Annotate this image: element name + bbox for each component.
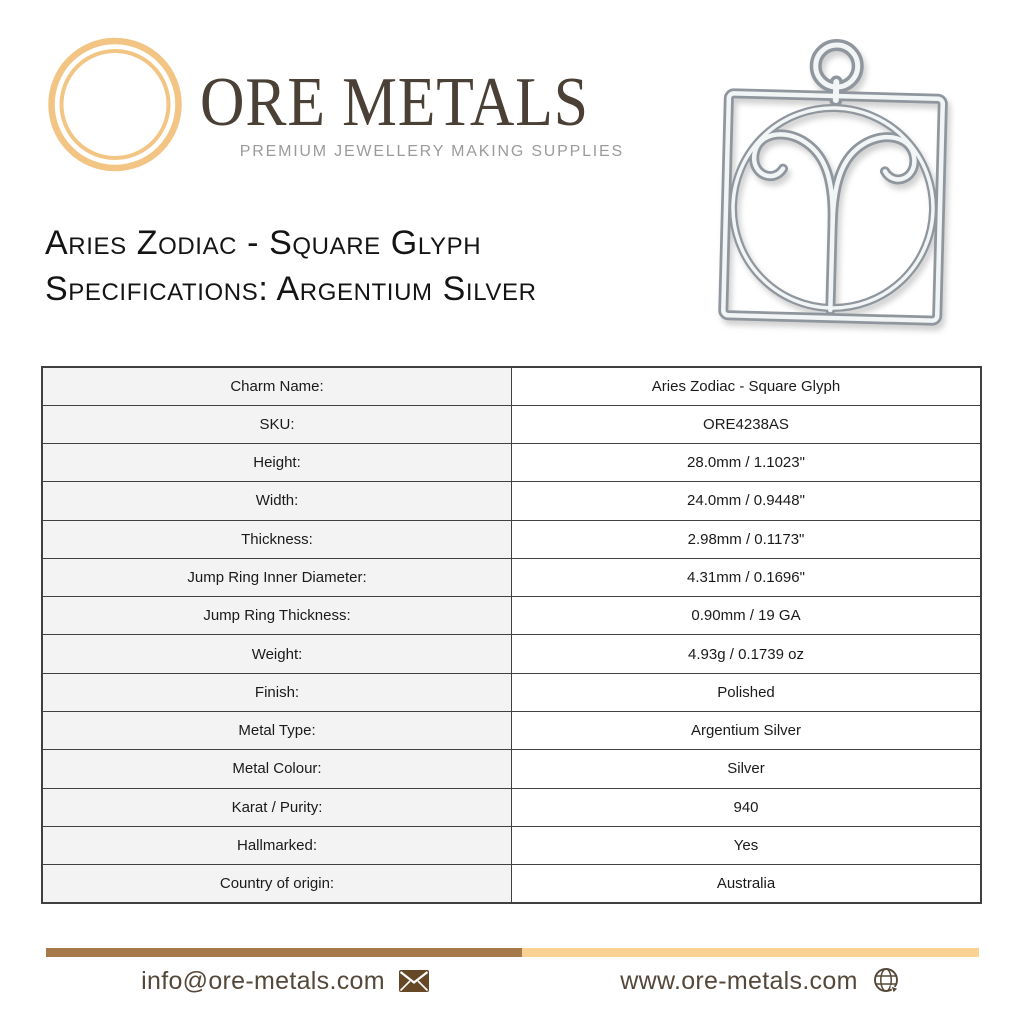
spec-label-cell: Metal Type: (42, 712, 512, 750)
spec-value-cell: Australia (512, 865, 982, 903)
website-text: www.ore-metals.com (620, 966, 858, 995)
spec-label-cell: Metal Colour: (42, 750, 512, 788)
page-title-line1: Aries Zodiac - Square Glyph (45, 224, 482, 262)
brand-block (200, 64, 624, 162)
table-row (42, 444, 981, 482)
table-row (42, 750, 981, 788)
spec-label-cell: Charm Name: (42, 367, 512, 405)
spec-value-cell: Silver (512, 750, 982, 788)
logo-ring-icon (47, 36, 183, 173)
table-row (42, 673, 981, 711)
spec-label-cell: Karat / Purity: (42, 788, 512, 826)
brand-tagline: PREMIUM JEWELLERY MAKING SUPPLIES (239, 143, 624, 160)
spec-value-cell: 0.90mm / 19 GA (512, 597, 982, 635)
footer-divider (46, 948, 979, 957)
table-row (42, 558, 981, 596)
divider-gold-segment (522, 948, 979, 957)
email-link[interactable] (130, 962, 440, 1000)
spec-value-cell: 940 (512, 788, 982, 826)
spec-label-cell: Thickness: (42, 520, 512, 558)
spec-label-cell: Weight: (42, 635, 512, 673)
page-title-line2: Specifications: Argentium Silver (45, 270, 537, 308)
website-link[interactable] (605, 962, 915, 1000)
table-row (42, 635, 981, 673)
spec-label-cell: Width: (42, 482, 512, 520)
spec-label-cell: Hallmarked: (42, 826, 512, 864)
brand-name: ORE METALS (200, 64, 589, 141)
spec-label-cell: SKU: (42, 405, 512, 443)
table-row (42, 405, 981, 443)
divider-brown-segment (46, 948, 522, 957)
aries-charm-image (693, 18, 955, 330)
spec-value-cell: 4.93g / 0.1739 oz (512, 635, 982, 673)
spec-label-cell: Height: (42, 444, 512, 482)
spec-value-cell: ORE4238AS (512, 405, 982, 443)
spec-label-cell: Jump Ring Inner Diameter: (42, 558, 512, 596)
spec-value-cell: Aries Zodiac - Square Glyph (512, 367, 982, 405)
table-row (42, 482, 981, 520)
table-row (42, 597, 981, 635)
spec-label-cell: Finish: (42, 673, 512, 711)
table-row (42, 367, 981, 405)
table-row (42, 788, 981, 826)
envelope-icon (399, 970, 429, 992)
spec-table (41, 366, 982, 904)
spec-value-cell: Yes (512, 826, 982, 864)
spec-value-cell: 2.98mm / 0.1173" (512, 520, 982, 558)
spec-value-cell: 4.31mm / 0.1696" (512, 558, 982, 596)
table-row (42, 826, 981, 864)
spec-value-cell: Argentium Silver (512, 712, 982, 750)
spec-label-cell: Jump Ring Thickness: (42, 597, 512, 635)
spec-value-cell: Polished (512, 673, 982, 711)
table-row (42, 865, 981, 903)
page-title (45, 220, 537, 312)
spec-value-cell: 24.0mm / 0.9448" (512, 482, 982, 520)
email-text: info@ore-metals.com (141, 966, 385, 995)
spec-label-cell: Country of origin: (42, 865, 512, 903)
spec-value-cell: 28.0mm / 1.1023" (512, 444, 982, 482)
table-row (42, 712, 981, 750)
table-row (42, 520, 981, 558)
globe-icon (872, 967, 900, 995)
